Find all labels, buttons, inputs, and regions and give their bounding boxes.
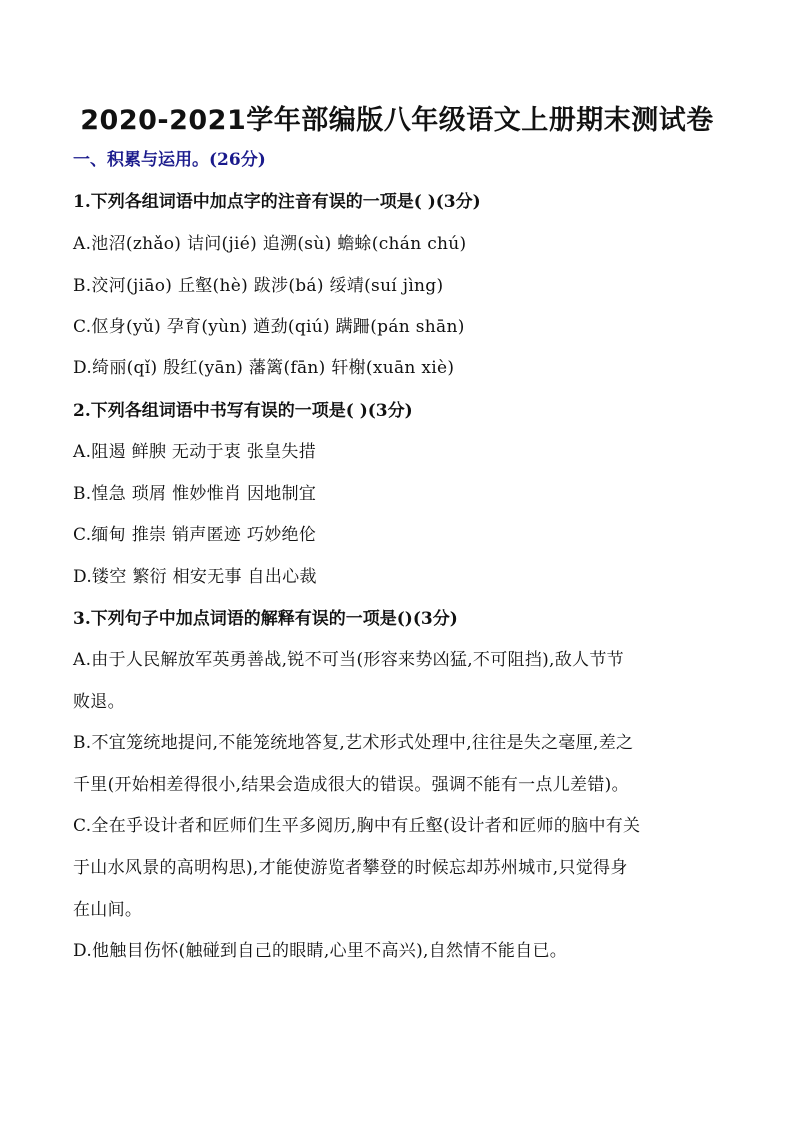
question-3-line: 败退。 (73, 692, 125, 712)
question-2-option-d: D.镂空 繁衍 相安无事 自出心裁 (73, 567, 317, 587)
question-3-line: B.不宜笼统地提问,不能笼统地答复,艺术形式处理中,往往是失之毫厘,差之 (73, 733, 634, 753)
question-1-option-a: A.池沼(zhǎo) 诘问(jié) 追溯(sù) 蟾蜍(chán chú) (73, 234, 467, 254)
question-1-option-d: D.绮丽(qǐ) 殷红(yān) 藩篱(fān) 轩榭(xuān xiè) (73, 358, 455, 378)
question-3-line: 在山间。 (73, 900, 143, 920)
question-3-line: D.他触目伤怀(触碰到自己的眼睛,心里不高兴),自然情不能自已。 (73, 941, 568, 961)
question-3-line: A.由于人民解放军英勇善战,锐不可当(形容来势凶猛,不可阻挡),敌人节节 (73, 650, 624, 670)
question-2-option-c: C.缅甸 推崇 销声匿迹 巧妙绝伦 (73, 525, 317, 545)
section-heading: 一、积累与运用。(26分) (73, 150, 266, 170)
question-3-line: C.全在乎设计者和匠师们生平多阅历,胸中有丘壑(设计者和匠师的脑中有关 (73, 816, 641, 836)
question-3-line: 于山水风景的高明构思),才能使游览者攀登的时候忘却苏州城市,只觉得身 (73, 858, 628, 878)
question-3-stem: 3.下列句子中加点词语的解释有误的一项是()(3分) (73, 609, 458, 629)
exam-title: 2020-2021学年部编版八年级语文上册期末测试卷 (80, 105, 714, 136)
question-2-option-a: A.阻遏 鲜腴 无动于衷 张皇失措 (73, 442, 316, 462)
question-3-line: 千里(开始相差得很小,结果会造成很大的错误。强调不能有一点儿差错)。 (73, 775, 629, 795)
question-2-option-b: B.惶急 琐屑 惟妙惟肖 因地制宜 (73, 484, 317, 504)
question-2-stem: 2.下列各组词语中书写有误的一项是( )(3分) (73, 401, 413, 421)
question-1-option-b: B.洨河(jiāo) 丘壑(hè) 跋涉(bá) 绥靖(suí jìng) (73, 276, 444, 296)
question-1-stem: 1.下列各组词语中加点字的注音有误的一项是( )(3分) (73, 192, 481, 212)
question-1-option-c: C.伛身(yǔ) 孕育(yùn) 遒劲(qiú) 蹒跚(pán shān) (73, 317, 465, 337)
